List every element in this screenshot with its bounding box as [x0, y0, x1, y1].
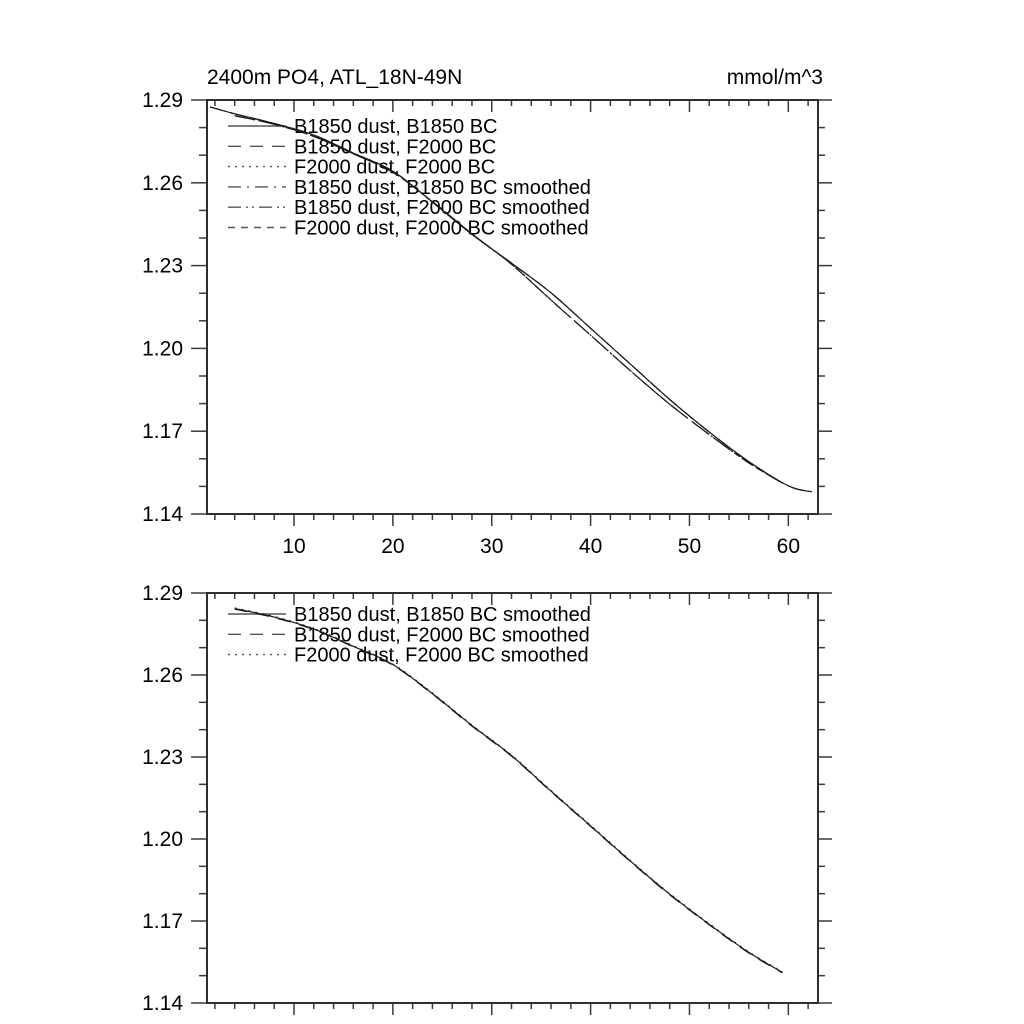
- legend-label: B1850 dust, B1850 BC: [294, 116, 498, 138]
- bottom-chart: [142, 582, 832, 1015]
- legend-label: B1850 dust, F2000 BC smoothed: [294, 624, 590, 647]
- x-tick-label: 30: [480, 535, 504, 558]
- legend-label: B1850 dust, B1850 BC smoothed: [294, 176, 591, 199]
- legend-item: [228, 218, 589, 240]
- legend-label: B1850 dust, F2000 BC: [294, 136, 497, 159]
- y-tick-label: 1.14: [142, 503, 183, 526]
- legend-item: [228, 157, 495, 179]
- top-chart: [142, 66, 832, 558]
- y-tick-label: 1.17: [142, 420, 183, 444]
- legend-item: [228, 177, 591, 199]
- legend: [228, 604, 591, 667]
- y-tick-label: 1.26: [142, 171, 183, 195]
- y-tick-label: 1.23: [142, 746, 183, 769]
- chart-title: 2400m PO4, ATL_18N-49N: [207, 66, 463, 89]
- y-tick-label: 1.23: [142, 254, 183, 278]
- legend-label: F2000 dust, F2000 BC smoothed: [294, 644, 589, 667]
- y-tick-label: 1.14: [142, 992, 183, 1015]
- y-tick-label: 1.29: [142, 582, 183, 605]
- x-tick-label: 10: [282, 535, 306, 558]
- x-tick-label: 20: [381, 535, 405, 558]
- y-tick-label: 1.20: [142, 337, 183, 361]
- y-tick-label: 1.20: [142, 828, 183, 851]
- legend-label: F2000 dust, F2000 BC smoothed: [294, 217, 589, 240]
- legend-label: B1850 dust, F2000 BC smoothed: [294, 197, 590, 220]
- y-tick-label: 1.26: [142, 664, 183, 687]
- x-tick-label: 40: [578, 535, 603, 558]
- y-tick-label: 1.17: [142, 910, 183, 933]
- legend-label: B1850 dust, B1850 BC smoothed: [294, 604, 591, 626]
- legend-label: F2000 dust, F2000 BC: [294, 156, 496, 179]
- units-label: mmol/m^3: [726, 66, 823, 89]
- legend-item: [228, 116, 497, 138]
- legend-item: [228, 645, 589, 667]
- legend-item: [228, 197, 590, 219]
- legend-item: [228, 136, 496, 158]
- x-tick-label: 60: [776, 535, 801, 558]
- legend-item: [228, 604, 591, 626]
- legend: [228, 116, 591, 240]
- legend-item: [228, 624, 590, 646]
- x-tick-label: 50: [677, 535, 702, 558]
- y-tick-label: 1.29: [142, 89, 183, 112]
